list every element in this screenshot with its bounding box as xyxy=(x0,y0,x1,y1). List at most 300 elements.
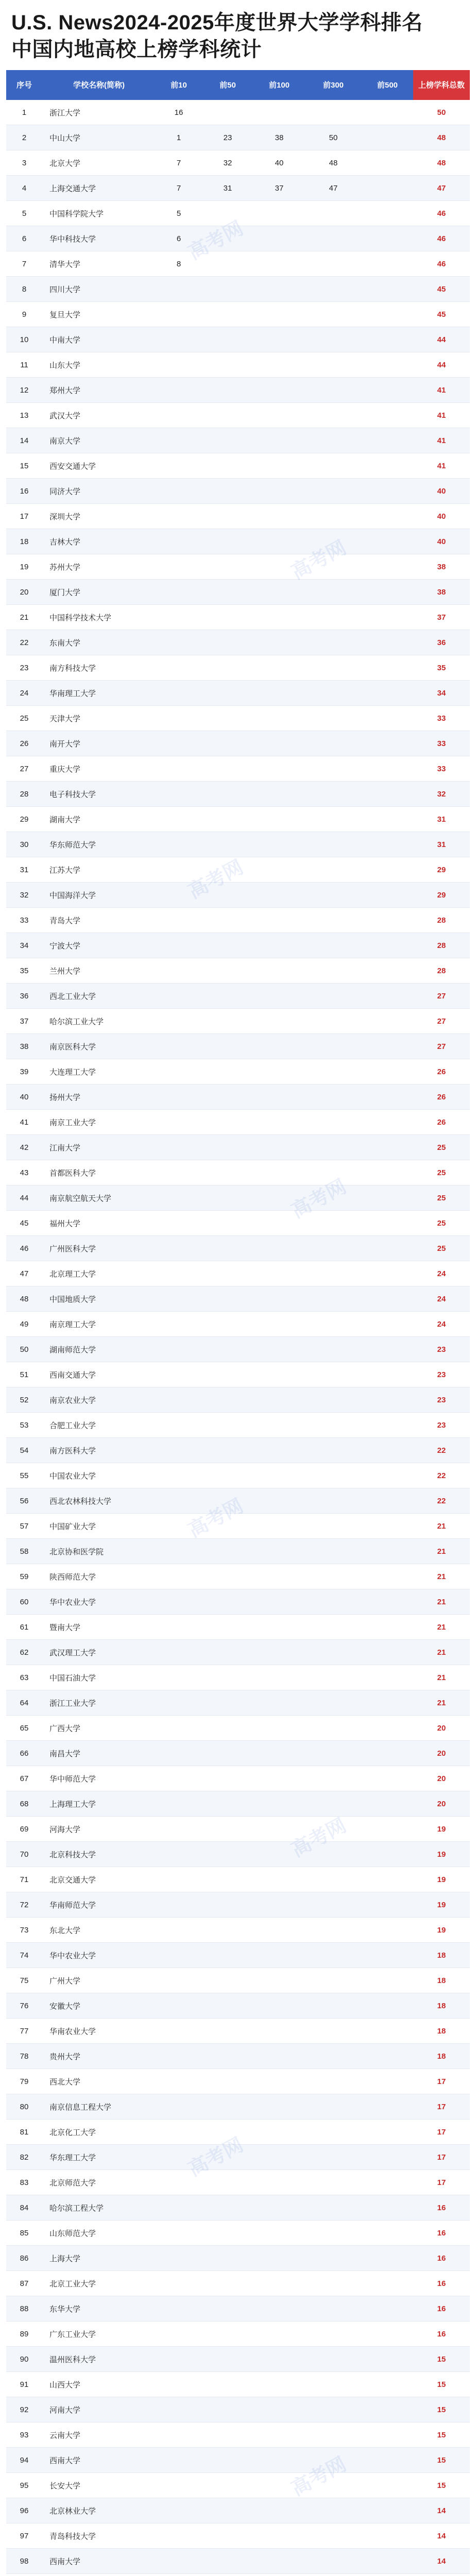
top300-cell xyxy=(305,378,362,403)
rank-cell: 5 xyxy=(6,201,42,226)
top300-cell xyxy=(305,554,362,580)
top10-cell xyxy=(156,1842,202,1867)
top50-cell xyxy=(202,2523,253,2549)
top300-cell xyxy=(305,1034,362,1059)
top50-cell xyxy=(202,479,253,504)
top300-cell xyxy=(305,1665,362,1690)
table-row xyxy=(6,1286,470,1312)
total-cell: 45 xyxy=(413,302,470,327)
school-name-cell: 中国石油大学 xyxy=(42,1665,156,1690)
school-name-cell: 华中科技大学 xyxy=(42,226,156,251)
top50-cell xyxy=(202,655,253,681)
rank-cell: 15 xyxy=(6,453,42,479)
top100-cell xyxy=(253,580,305,605)
table-row xyxy=(6,2397,470,2422)
top300-cell xyxy=(305,2523,362,2549)
top10-cell xyxy=(156,1817,202,1842)
total-cell: 31 xyxy=(413,807,470,832)
top50-cell xyxy=(202,1261,253,1286)
top500-cell xyxy=(362,706,413,731)
school-name-cell: 河南大学 xyxy=(42,2397,156,2422)
top500-cell xyxy=(362,857,413,883)
top500-cell xyxy=(362,529,413,554)
top50-cell xyxy=(202,1286,253,1312)
total-cell: 24 xyxy=(413,1286,470,1312)
school-name-cell: 江苏大学 xyxy=(42,857,156,883)
top10-cell xyxy=(156,1084,202,1110)
rank-cell: 14 xyxy=(6,428,42,453)
total-cell: 17 xyxy=(413,2069,470,2094)
table-row xyxy=(6,1185,470,1211)
top500-cell xyxy=(362,1034,413,1059)
total-cell: 21 xyxy=(413,1539,470,1564)
top500-cell xyxy=(362,1766,413,1791)
top100-cell xyxy=(253,2498,305,2523)
top10-cell xyxy=(156,1185,202,1211)
total-cell: 46 xyxy=(413,226,470,251)
top300-cell xyxy=(305,782,362,807)
rank-cell: 31 xyxy=(6,857,42,883)
top50-cell xyxy=(202,1867,253,1892)
table-row xyxy=(6,100,470,125)
table-row xyxy=(6,1690,470,1716)
table-row xyxy=(6,1539,470,1564)
top100-cell xyxy=(253,2473,305,2498)
top10-cell xyxy=(156,782,202,807)
total-cell: 27 xyxy=(413,984,470,1009)
total-cell: 17 xyxy=(413,2145,470,2170)
top500-cell xyxy=(362,1488,413,1514)
total-cell: 38 xyxy=(413,554,470,580)
table-row xyxy=(6,1993,470,2019)
top10-cell xyxy=(156,1589,202,1615)
total-cell: 17 xyxy=(413,2120,470,2145)
top300-cell xyxy=(305,1110,362,1135)
top500-cell xyxy=(362,125,413,150)
table-wrapper xyxy=(0,70,476,2576)
top100-cell xyxy=(253,933,305,958)
rank-cell: 39 xyxy=(6,1059,42,1084)
top10-cell xyxy=(156,1211,202,1236)
total-cell: 26 xyxy=(413,1110,470,1135)
rank-cell: 84 xyxy=(6,2195,42,2221)
rank-cell: 94 xyxy=(6,2448,42,2473)
rank-cell: 20 xyxy=(6,580,42,605)
rank-cell: 90 xyxy=(6,2347,42,2372)
top100-cell xyxy=(253,2145,305,2170)
table-row xyxy=(6,2195,470,2221)
top50-cell xyxy=(202,251,253,277)
top100-cell xyxy=(253,1034,305,1059)
school-name-cell: 湖南师范大学 xyxy=(42,1337,156,1362)
school-name-cell: 北京大学 xyxy=(42,150,156,176)
top10-cell: 7 xyxy=(156,150,202,176)
top100-cell xyxy=(253,2271,305,2296)
top100-cell xyxy=(253,504,305,529)
top300-cell xyxy=(305,1185,362,1211)
top300-cell xyxy=(305,327,362,352)
table-row xyxy=(6,958,470,984)
top300-cell xyxy=(305,706,362,731)
top300-cell xyxy=(305,630,362,655)
top100-cell xyxy=(253,479,305,504)
total-cell: 23 xyxy=(413,1387,470,1413)
total-cell: 22 xyxy=(413,1463,470,1488)
school-name-cell: 华中农业大学 xyxy=(42,1589,156,1615)
table-row xyxy=(6,630,470,655)
top10-cell xyxy=(156,2044,202,2069)
column-header: 前10 xyxy=(156,70,202,100)
school-name-cell: 陕西师范大学 xyxy=(42,1564,156,1589)
top500-cell xyxy=(362,2120,413,2145)
total-cell: 20 xyxy=(413,1716,470,1741)
top100-cell xyxy=(253,554,305,580)
top300-cell xyxy=(305,1993,362,2019)
top50-cell: 32 xyxy=(202,150,253,176)
school-name-cell: 中国海洋大学 xyxy=(42,883,156,908)
total-cell: 20 xyxy=(413,1741,470,1766)
total-cell: 14 xyxy=(413,2498,470,2523)
top300-cell xyxy=(305,277,362,302)
top500-cell xyxy=(362,2221,413,2246)
top50-cell xyxy=(202,2296,253,2321)
top300-cell xyxy=(305,2549,362,2574)
top500-cell xyxy=(362,2448,413,2473)
top300-cell xyxy=(305,731,362,756)
rank-cell: 81 xyxy=(6,2120,42,2145)
top10-cell xyxy=(156,2473,202,2498)
top50-cell xyxy=(202,1009,253,1034)
top10-cell xyxy=(156,1918,202,1943)
table-row xyxy=(6,1362,470,1387)
top500-cell xyxy=(362,2347,413,2372)
table-row xyxy=(6,2498,470,2523)
top300-cell xyxy=(305,1716,362,1741)
total-cell: 46 xyxy=(413,251,470,277)
table-row xyxy=(6,1261,470,1286)
table-row xyxy=(6,1589,470,1615)
top10-cell xyxy=(156,1716,202,1741)
top50-cell xyxy=(202,2473,253,2498)
school-name-cell: 温州医科大学 xyxy=(42,2347,156,2372)
top100-cell xyxy=(253,1059,305,1084)
top500-cell xyxy=(362,807,413,832)
total-cell: 25 xyxy=(413,1135,470,1160)
rank-cell: 66 xyxy=(6,1741,42,1766)
rank-cell: 41 xyxy=(6,1110,42,1135)
top300-cell xyxy=(305,807,362,832)
total-cell: 15 xyxy=(413,2422,470,2448)
top50-cell xyxy=(202,2019,253,2044)
top100-cell xyxy=(253,1615,305,1640)
total-cell: 19 xyxy=(413,1892,470,1918)
top500-cell xyxy=(362,2574,413,2576)
top50-cell xyxy=(202,2448,253,2473)
top500-cell xyxy=(362,150,413,176)
top10-cell xyxy=(156,403,202,428)
top50-cell xyxy=(202,1918,253,1943)
top100-cell xyxy=(253,1918,305,1943)
total-cell: 15 xyxy=(413,2347,470,2372)
top300-cell xyxy=(305,1892,362,1918)
top300-cell xyxy=(305,1766,362,1791)
total-cell: 19 xyxy=(413,1817,470,1842)
top100-cell xyxy=(253,1463,305,1488)
total-cell: 18 xyxy=(413,1993,470,2019)
top300-cell xyxy=(305,1438,362,1463)
table-row xyxy=(6,1438,470,1463)
school-name-cell: 贵州大学 xyxy=(42,2044,156,2069)
rank-cell: 48 xyxy=(6,1286,42,1312)
top100-cell xyxy=(253,2347,305,2372)
top100-cell xyxy=(253,277,305,302)
rank-cell: 40 xyxy=(6,1084,42,1110)
top50-cell xyxy=(202,2120,253,2145)
top300-cell xyxy=(305,2397,362,2422)
school-name-cell: 南京工业大学 xyxy=(42,1110,156,1135)
top300-cell xyxy=(305,100,362,125)
top500-cell xyxy=(362,1968,413,1993)
top100-cell xyxy=(253,1413,305,1438)
top500-cell xyxy=(362,1716,413,1741)
top50-cell xyxy=(202,1135,253,1160)
table-body xyxy=(6,100,470,2576)
school-name-cell: 暨南大学 xyxy=(42,1615,156,1640)
rank-cell: 34 xyxy=(6,933,42,958)
total-cell: 15 xyxy=(413,2397,470,2422)
table-row xyxy=(6,150,470,176)
school-name-cell: 合肥工业大学 xyxy=(42,1413,156,1438)
school-name-cell: 南昌大学 xyxy=(42,1741,156,1766)
top500-cell xyxy=(362,1160,413,1185)
top50-cell xyxy=(202,428,253,453)
top50-cell xyxy=(202,1034,253,1059)
top300-cell xyxy=(305,1791,362,1817)
school-name-cell: 南京理工大学 xyxy=(42,1312,156,1337)
top100-cell xyxy=(253,908,305,933)
top10-cell xyxy=(156,2498,202,2523)
top300-cell xyxy=(305,1362,362,1387)
rank-cell: 63 xyxy=(6,1665,42,1690)
rank-cell: 57 xyxy=(6,1514,42,1539)
top500-cell xyxy=(362,1084,413,1110)
top500-cell xyxy=(362,1842,413,1867)
top10-cell xyxy=(156,1892,202,1918)
rank-cell: 7 xyxy=(6,251,42,277)
top50-cell xyxy=(202,883,253,908)
top10-cell xyxy=(156,832,202,857)
top10-cell xyxy=(156,1488,202,1514)
top50-cell xyxy=(202,807,253,832)
rank-cell: 87 xyxy=(6,2271,42,2296)
rank-cell: 79 xyxy=(6,2069,42,2094)
total-cell: 47 xyxy=(413,176,470,201)
top100-cell xyxy=(253,2422,305,2448)
school-name-cell: 扬州大学 xyxy=(42,1084,156,1110)
total-cell: 28 xyxy=(413,908,470,933)
top500-cell xyxy=(362,731,413,756)
school-name-cell: 广东工业大学 xyxy=(42,2321,156,2347)
top100-cell xyxy=(253,1539,305,1564)
top50-cell xyxy=(202,453,253,479)
rank-cell: 58 xyxy=(6,1539,42,1564)
school-name-cell: 武汉理工大学 xyxy=(42,1640,156,1665)
total-cell: 25 xyxy=(413,1160,470,1185)
total-cell: 46 xyxy=(413,201,470,226)
top10-cell xyxy=(156,1640,202,1665)
total-cell: 22 xyxy=(413,1488,470,1514)
top10-cell: 16 xyxy=(156,100,202,125)
rank-cell: 59 xyxy=(6,1564,42,1589)
total-cell: 19 xyxy=(413,1842,470,1867)
total-cell: 21 xyxy=(413,1514,470,1539)
table-row xyxy=(6,2448,470,2473)
rank-cell: 82 xyxy=(6,2145,42,2170)
rank-cell xyxy=(6,2574,42,2576)
table-row xyxy=(6,2094,470,2120)
top50-cell xyxy=(202,2574,253,2576)
school-name-cell: 北京工业大学 xyxy=(42,2271,156,2296)
top300-cell xyxy=(305,1160,362,1185)
top100-cell xyxy=(253,883,305,908)
table-row xyxy=(6,1791,470,1817)
school-name-cell: 华南农业大学 xyxy=(42,2019,156,2044)
table-row xyxy=(6,403,470,428)
top100-cell: 38 xyxy=(253,125,305,150)
top10-cell xyxy=(156,1615,202,1640)
top50-cell xyxy=(202,2221,253,2246)
table-row xyxy=(6,1968,470,1993)
top500-cell xyxy=(362,1539,413,1564)
table-row xyxy=(6,1842,470,1867)
top50-cell xyxy=(202,1084,253,1110)
school-name-cell: 哈尔滨工程大学 xyxy=(42,2195,156,2221)
school-name-cell: 东北大学 xyxy=(42,1918,156,1943)
school-name-cell: 华东理工大学 xyxy=(42,2145,156,2170)
top500-cell xyxy=(362,933,413,958)
top100-cell xyxy=(253,1943,305,1968)
school-name-cell: 华中师范大学 xyxy=(42,1766,156,1791)
column-header: 上榜学科总数 xyxy=(413,70,470,100)
column-header: 前300 xyxy=(305,70,362,100)
top100-cell xyxy=(253,1665,305,1690)
top500-cell xyxy=(362,1615,413,1640)
top100-cell xyxy=(253,1009,305,1034)
table-row xyxy=(6,1034,470,1059)
school-name-cell: 北京林业大学 xyxy=(42,2498,156,2523)
top50-cell xyxy=(202,1362,253,1387)
top500-cell xyxy=(362,176,413,201)
school-name-cell: 中国矿业大学 xyxy=(42,1514,156,1539)
school-name-cell: 北京师范大学 xyxy=(42,2170,156,2195)
table-row xyxy=(6,2044,470,2069)
top10-cell xyxy=(156,1387,202,1413)
top50-cell xyxy=(202,1842,253,1867)
top500-cell xyxy=(362,201,413,226)
total-cell: 44 xyxy=(413,327,470,352)
top100-cell xyxy=(253,1993,305,2019)
page-subtitle: 中国内地高校上榜学科统计 xyxy=(11,38,262,61)
top300-cell xyxy=(305,908,362,933)
top500-cell xyxy=(362,883,413,908)
top300-cell xyxy=(305,226,362,251)
total-cell: 15 xyxy=(413,2448,470,2473)
top300-cell xyxy=(305,1337,362,1362)
top10-cell xyxy=(156,2448,202,2473)
top50-cell xyxy=(202,302,253,327)
total-cell: 16 xyxy=(413,2321,470,2347)
top500-cell xyxy=(362,1059,413,1084)
top100-cell xyxy=(253,984,305,1009)
column-header: 序号 xyxy=(6,70,42,100)
total-cell: 25 xyxy=(413,1236,470,1261)
school-name-cell: 北京化工大学 xyxy=(42,2120,156,2145)
top100-cell xyxy=(253,2195,305,2221)
top50-cell xyxy=(202,782,253,807)
top300-cell xyxy=(305,2195,362,2221)
total-cell: 20 xyxy=(413,1766,470,1791)
top50-cell xyxy=(202,1589,253,1615)
school-name-cell: 北京协和医学院 xyxy=(42,1539,156,1564)
total-cell: 45 xyxy=(413,277,470,302)
top300-cell xyxy=(305,251,362,277)
top300-cell xyxy=(305,1514,362,1539)
table-row xyxy=(6,2347,470,2372)
page-title: U.S. News2024-2025年度世界大学学科排名 xyxy=(11,11,423,34)
rank-cell: 75 xyxy=(6,1968,42,1993)
table-row xyxy=(6,302,470,327)
rank-cell: 35 xyxy=(6,958,42,984)
total-cell: 21 xyxy=(413,1615,470,1640)
rank-cell: 36 xyxy=(6,984,42,1009)
top500-cell xyxy=(362,403,413,428)
table-row xyxy=(6,580,470,605)
total-cell: 28 xyxy=(413,933,470,958)
top300-cell xyxy=(305,933,362,958)
total-cell: 37 xyxy=(413,605,470,630)
rank-cell: 77 xyxy=(6,2019,42,2044)
school-name-cell: 厦门大学 xyxy=(42,580,156,605)
top100-cell xyxy=(253,2523,305,2549)
school-name-cell: 西安交通大学 xyxy=(42,453,156,479)
school-name-cell: 同济大学 xyxy=(42,479,156,504)
top100-cell xyxy=(253,1438,305,1463)
rank-cell: 29 xyxy=(6,807,42,832)
total-cell: 26 xyxy=(413,1059,470,1084)
rank-cell: 9 xyxy=(6,302,42,327)
rank-cell: 24 xyxy=(6,681,42,706)
top300-cell xyxy=(305,2321,362,2347)
school-name-cell: 浙江大学 xyxy=(42,100,156,125)
watermark-text: 高考网 xyxy=(184,856,247,903)
top100-cell xyxy=(253,100,305,125)
school-name-cell: 武汉大学 xyxy=(42,403,156,428)
table-row xyxy=(6,883,470,908)
top300-cell xyxy=(305,352,362,378)
table-row xyxy=(6,1135,470,1160)
rank-cell: 6 xyxy=(6,226,42,251)
top10-cell: 8 xyxy=(156,251,202,277)
school-name-cell: 西北工业大学 xyxy=(42,984,156,1009)
top300-cell xyxy=(305,1564,362,1589)
top10-cell xyxy=(156,2397,202,2422)
table-row xyxy=(6,226,470,251)
top100-cell xyxy=(253,2397,305,2422)
total-cell: 16 xyxy=(413,2271,470,2296)
rank-cell: 78 xyxy=(6,2044,42,2069)
total-cell: 16 xyxy=(413,2195,470,2221)
top300-cell xyxy=(305,1488,362,1514)
